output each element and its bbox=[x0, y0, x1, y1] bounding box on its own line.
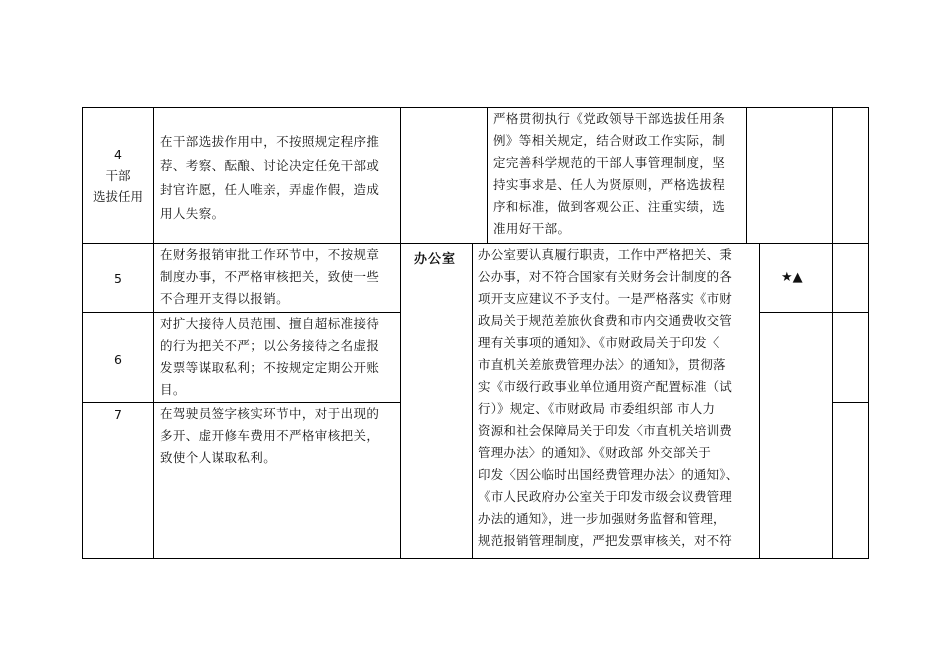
risk-description-4: 在干部选拔作用中，不按照规定程序推 荐、考察、酝酿、讨论决定任免干部或 封官许愿，任人唯亲，弄虚作假，造成 用人失察。 bbox=[160, 134, 380, 221]
column-divider-1 bbox=[153, 107, 154, 559]
column-divider-3 bbox=[472, 243, 473, 559]
column-divider-2 bbox=[400, 107, 401, 559]
responsible-department: 办公室 bbox=[414, 252, 457, 267]
risk-description-6: 对扩大接待人员范围、擅自超标准接待 的行为把关不严；以公务接待之名虚报 发票等谋取私利；不按规定定期公开账 目。 bbox=[160, 316, 380, 397]
column-divider-5 bbox=[832, 107, 833, 559]
prevention-measures-4: 严格贯彻执行《党政领导干部选拔任用条 例》等相关规定，结合财政工作实际，制 定完善科学规范的干部人事管理制度，坚 持实事求是、任人为贤原则，严格选拔程 序和标准，做到客观公正、注重实绩，选 准用好干部。 bbox=[493, 111, 726, 236]
row-number-4: 4 干部 选拔任用 bbox=[92, 147, 143, 204]
row-number-6: 6 bbox=[114, 352, 122, 367]
prevention-measures-office: 办公室要认真履行职责，工作中严格把关、秉 公办事，对不符合国家有关财务会计制度的各 项开支应建议不予支付。一是严格落实《市财 政局关于规范差旅伙食费和市内交通费收交管 理有关事项的通知》、《市财政局关于印发〈 市直机关差旅费管理办法〉的通知》，贯彻落 实《市级行政事业单位通用资产配置标准（试 行）》规定、《市财政局 市委组织部 市人力 资源和社会保障局关于印发〈市直机关培训费 管理办法〉的通知》、《财政部 外交部关于 印发〈因公临时出国经费管理办法〉的通知》、 《市人民政府办公室关于印发市级会议费管理 办法的通知》，进一步加强财务监督和管理， 规范报销管理制度，严把发票审核关，对不符 bbox=[478, 247, 739, 548]
row-number-7: 7 bbox=[114, 407, 122, 422]
risk-description-5: 在财务报销审批工作环节中，不按规章 制度办事，不严格审核把关，致使一些 不合理开支得以报销。 bbox=[160, 247, 380, 306]
column-divider-3-upper bbox=[487, 107, 488, 243]
row-divider-6-7-right bbox=[832, 402, 869, 403]
row-number-5: 5 bbox=[114, 271, 122, 286]
risk-description-7: 在驾驶员签字核实环节中，对于出现的 多开、虚开修车费用不严格审核把关， 致使个人谋取私利。 bbox=[160, 406, 380, 465]
table-border-right bbox=[868, 107, 869, 559]
row-divider-5-6-right bbox=[759, 312, 869, 313]
table-border-top bbox=[82, 107, 869, 108]
table-border-bottom bbox=[82, 558, 869, 559]
risk-level-mark: ★▲ bbox=[781, 270, 803, 285]
